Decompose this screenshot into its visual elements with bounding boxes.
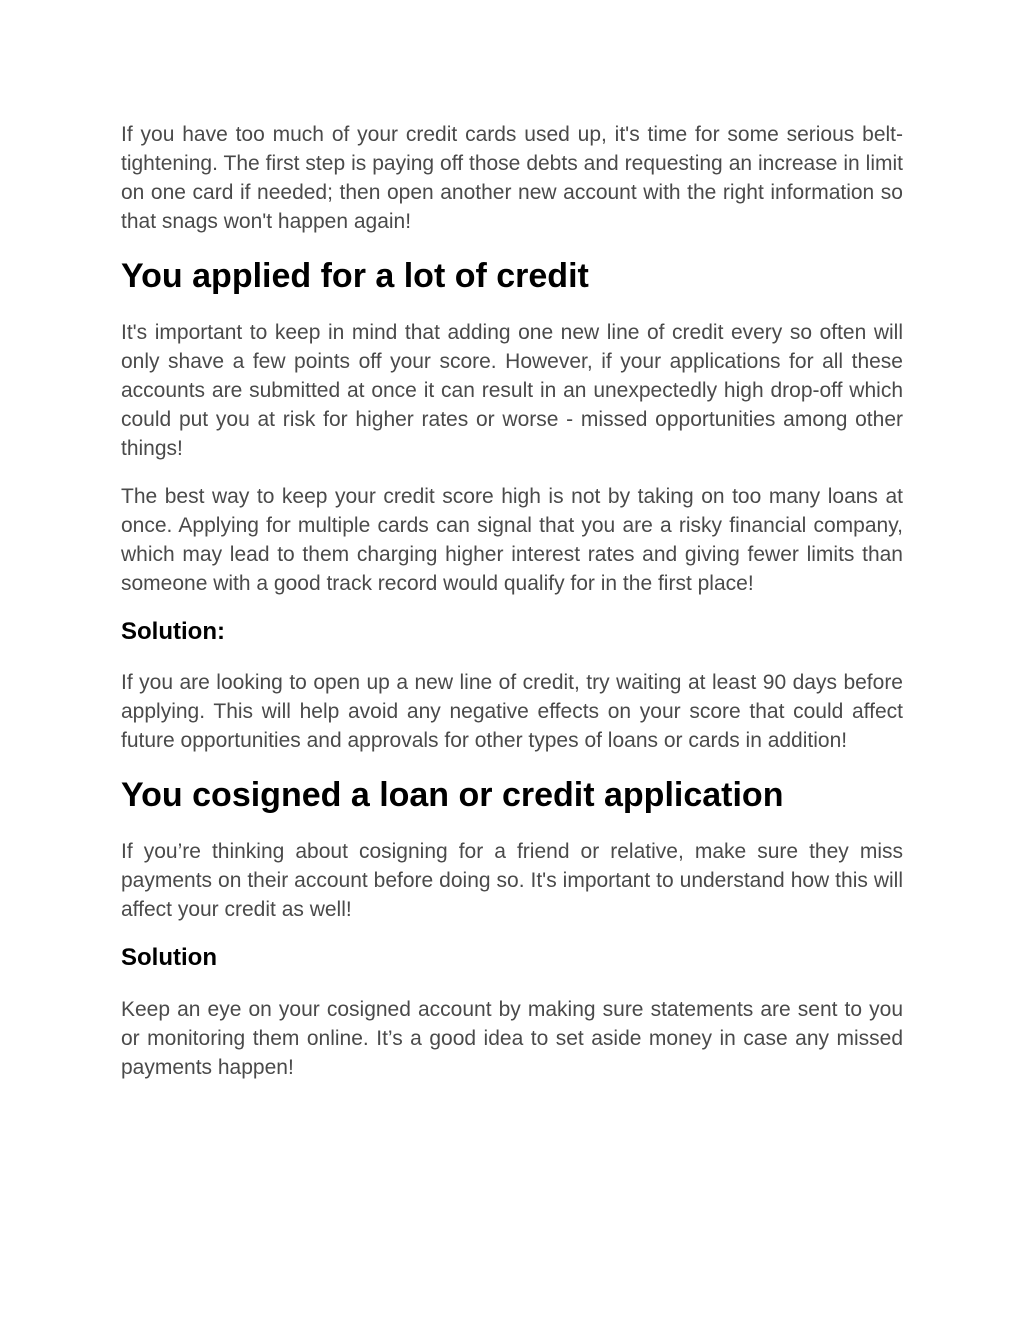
paragraph-solution-2: Keep an eye on your cosigned account by making sure statements are sent to you or monitoring them online. It’s a good idea to set aside money in case any missed payments happen! — [121, 998, 903, 1079]
heading-cosigned-loan: You cosigned a loan or credit application — [121, 776, 784, 814]
paragraph-intro: If you have too much of your credit cards used up, it's time for some serious belt-tightening. The first step is paying off those debts and requesting an increase in limit on one card if needed; then open another new account with the right information so that snags won't happen again! — [121, 123, 903, 233]
paragraph-best-way: The best way to keep your credit score high is not by taking on too many loans at once. Applying for multiple cards can signal that you are a risky financial company, which may lead to them charging higher interest rates and giving fewer limits than someone with a good track record would qualify for in the first place! — [121, 485, 903, 595]
document-page — [121, 120, 903, 1082]
paragraph-solution-1: If you are looking to open up a new line of credit, try waiting at least 90 days before applying. This will help avoid any negative effects on your score that could affect future opportunities and approvals for other types of loans or cards in addition! — [121, 671, 903, 752]
heading-applied-for-credit: You applied for a lot of credit — [121, 257, 589, 295]
paragraph-cosigning: If you’re thinking about cosigning for a friend or relative, make sure they miss payments on their account before doing so. It's important to understand how this will affect your credit as well! — [121, 840, 903, 921]
paragraph-new-line-of-credit: It's important to keep in mind that adding one new line of credit every so often will only shave a few points off your score. However, if your applications for all these accounts are submitted at once it can result in an unexpectedly high drop-off which could put you at risk for higher rates or worse - missed opportunities among other things! — [121, 321, 903, 460]
heading-solution-2: Solution — [121, 944, 217, 971]
heading-solution-1: Solution: — [121, 618, 225, 645]
